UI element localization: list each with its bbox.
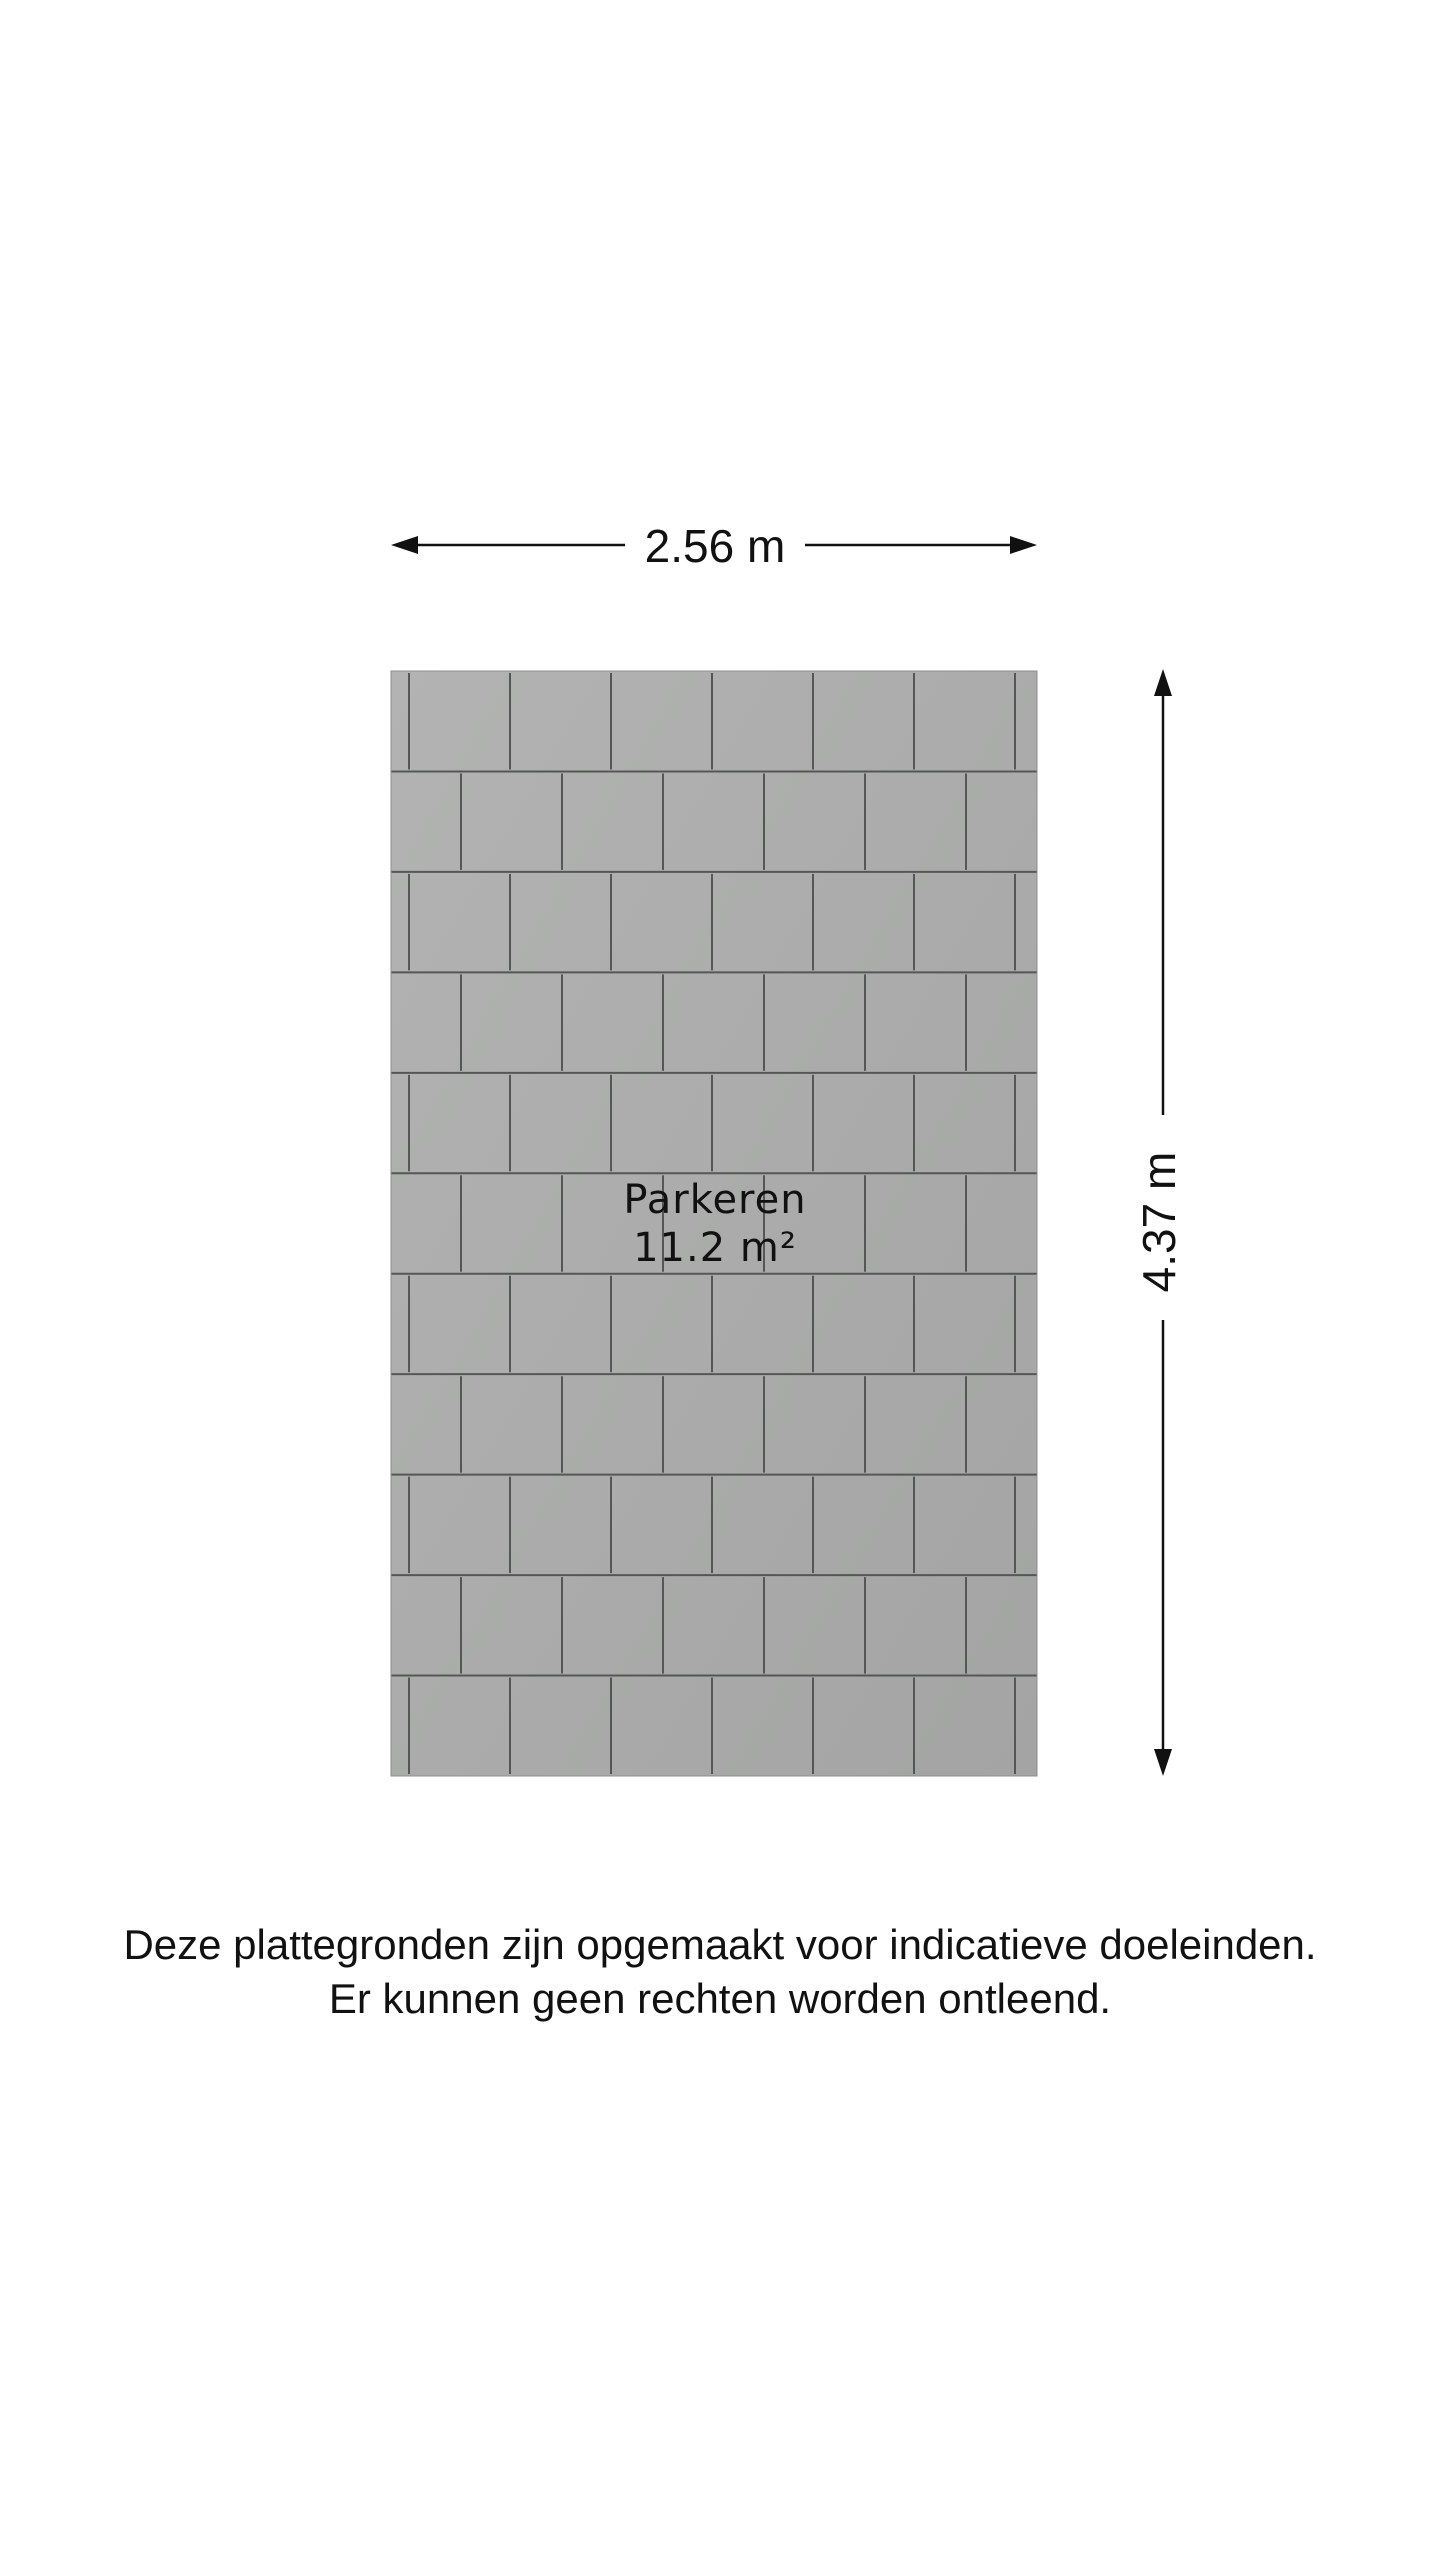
disclaimer-line-2: Er kunnen geen rechten worden ontleend. [328,1975,1112,2022]
room-name: Parkeren [623,1177,807,1223]
disclaimer-line-1: Deze plattegronden zijn opgemaakt voor indicatieve doeleinden. [123,1921,1317,1968]
disclaimer [0,1918,1440,2026]
room-surface [391,671,1037,1776]
width-label: 2.56 m [644,520,786,572]
arrow-down-icon [1154,1749,1172,1776]
height-dimension [1133,669,1185,1776]
arrow-right-icon [1010,536,1037,554]
room-area: 11.2 m² [633,1225,797,1271]
arrow-up-icon [1154,669,1172,696]
height-label: 4.37 m [1133,1151,1186,1293]
room-parkeren [391,671,1037,1776]
arrow-left-icon [391,536,418,554]
width-dimension [391,520,1037,572]
